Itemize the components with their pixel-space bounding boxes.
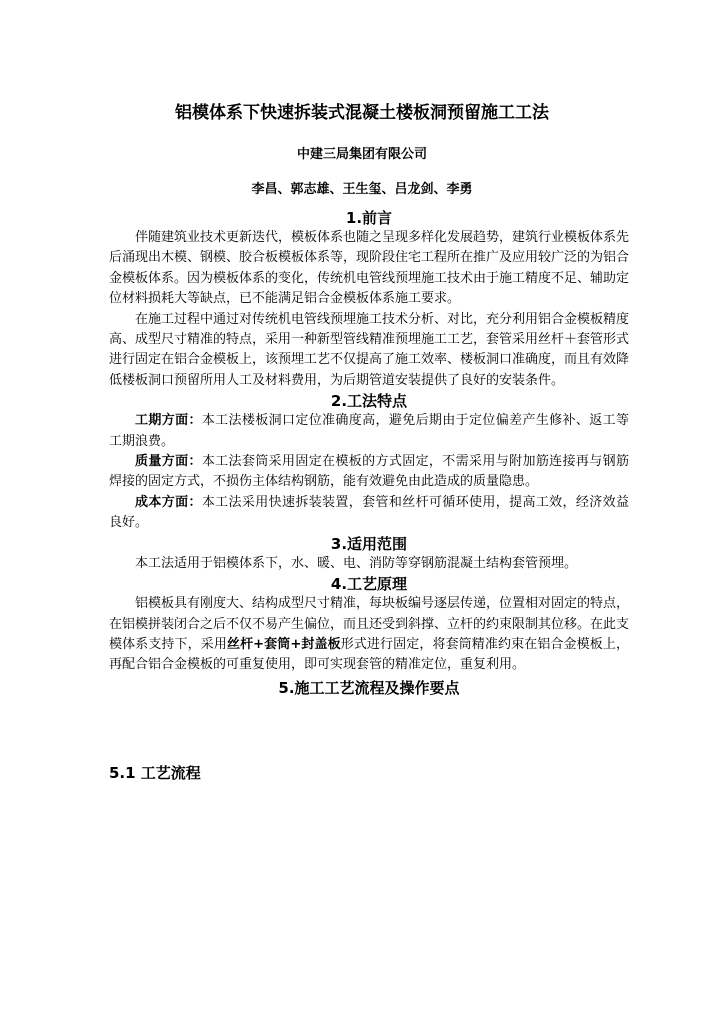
section-heading-scope: 3.适用范围 xyxy=(330,534,408,553)
paragraph-text: 铝模板具有刚度大、结构成型尺寸精准，每块板编号逐层传递，位置相对固定的特点，在铝模拼装闭合之后不仅不易产生偏位，而且还受到斜撑、立杆的约束限制其位移。在此支模体系支持下，采用 xyxy=(109,596,630,652)
section-heading-preface: 1.前言 xyxy=(345,209,393,227)
document-title: 铝模体系下快速拆装式混凝土楼板洞预留施工工法 xyxy=(175,103,549,123)
paragraph: 伴随建筑业技术更新迭代，模板体系也随之呈现多样化发展趋势，建筑行业模板体系先后涌现出木模、钢模、胶合板模板体系等，现阶段住宅工程所在推广及应用较广泛的为铝合金模板体系。因为模板体系的变化，传统机电管线预埋施工技术由于施工精度不足、辅助定位材料损耗大等缺点，已不能满足铝合金模板体系施工要求。 xyxy=(109,230,630,307)
subsection-heading-flow: 5.1 工艺流程 xyxy=(109,764,201,782)
emphasis-text: 丝杆+套筒+封盖板 xyxy=(226,636,341,652)
paragraph-schedule xyxy=(109,411,629,452)
paragraph-text: 本工法套筒采用固定在模板的方式固定，不需采用与附加筋连接再与钢筋焊接的固定方式，不损伤主体结构钢筋，能有效避免由此造成的质量隐患。 xyxy=(109,454,629,490)
paragraph-principle xyxy=(109,594,629,676)
paragraph-text: 本工法采用快速拆装装置，套管和丝杆可循环使用，提高工效，经济效益良好。 xyxy=(109,494,629,531)
section-heading-features: 2.工法特点 xyxy=(330,392,408,411)
paragraph-cost xyxy=(109,493,629,534)
company-name: 中建三局集团有限公司 xyxy=(296,147,427,162)
paragraph: 在施工过程中通过对传统机电管线预埋施工技术分析、对比，充分利用铝合金模板精度高、成型尺寸精准的特点，采用一种新型管线精准预埋施工工艺，套管采用丝杆＋套管形式进行固定在铝合金模板上，该预埋工艺不仅提高了施工效率、楼板洞口准确度，而且有效降低楼板洞口预留所用人工及材料费用，为后期管道安装提供了良好的安装条件。 xyxy=(109,311,630,388)
paragraph-quality xyxy=(109,452,629,493)
paragraph-text: 本工法楼板洞口定位准确度高，避免后期由于定位偏差产生修补、返工等工期浪费。 xyxy=(109,413,629,449)
author-list: 李昌、郭志雄、王生玺、吕龙剑、李勇 xyxy=(251,182,473,197)
paragraph-label: 成本方面： xyxy=(135,494,202,510)
paragraph-label: 工期方面： xyxy=(135,413,202,429)
paragraph-text: 形式进行固定，将套筒精准约束在铝合金模板上，再配合铝合金模板的可重复使用，即可实现套管的精准定位，重复利用。 xyxy=(109,636,629,673)
paragraph: 本工法适用于铝模体系下，水、暖、电、消防等穿钢筋混凝土结构套管预埋。 xyxy=(135,555,578,571)
section-heading-process: 5.施工工艺流程及操作要点 xyxy=(278,678,460,697)
paragraph-label: 质量方面： xyxy=(135,454,202,470)
document-body xyxy=(109,208,629,698)
section-heading-principle: 4.工艺原理 xyxy=(330,575,408,594)
